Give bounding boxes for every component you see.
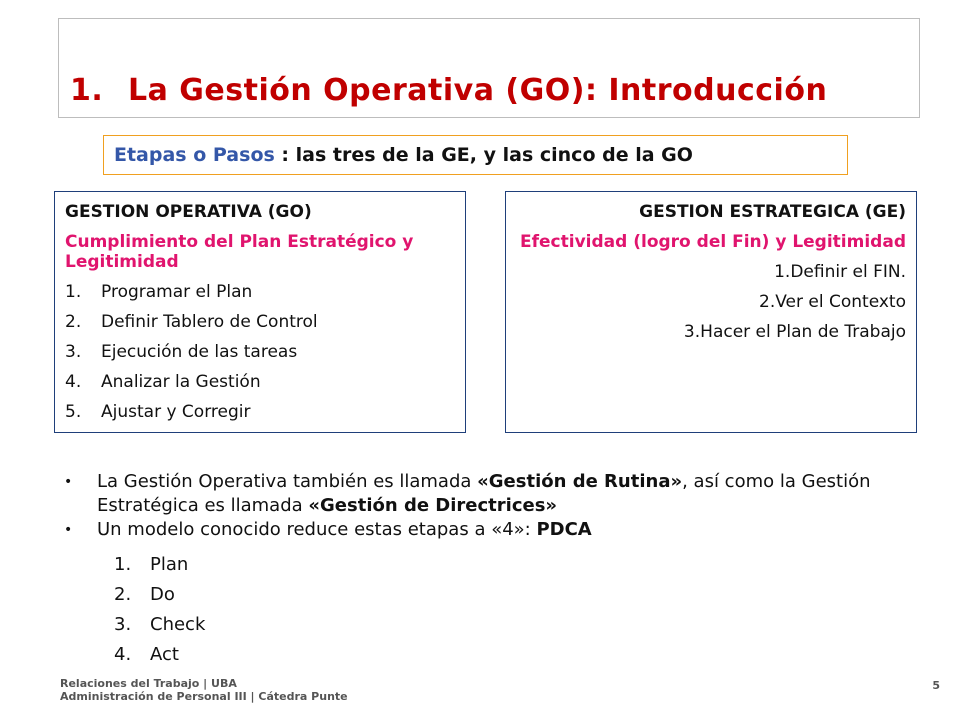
bullet-icon: •: [64, 522, 73, 538]
go-step: 2. Definir Tablero de Control: [65, 312, 318, 332]
subtitle-box: [103, 135, 848, 175]
go-panel-heading: GESTION OPERATIVA (GO): [65, 202, 312, 222]
slide-title-text: La Gestión Operativa (GO): Introducción: [128, 73, 828, 108]
ge-step: 1.Definir el FIN.: [774, 262, 906, 282]
footer-line2: Administración de Personal III | Cátedra Punte: [60, 690, 348, 703]
go-step: 1. Programar el Plan: [65, 282, 253, 302]
pdca-item: 3. Check: [114, 614, 206, 635]
pdca-item: 4. Act: [114, 644, 179, 665]
bullet-icon: •: [64, 474, 73, 490]
ge-panel-subheading: Efectividad (logro del Fin) y Legitimidad: [520, 232, 906, 252]
pdca-item: 1. Plan: [114, 554, 189, 575]
footer: [60, 677, 348, 703]
go-panel: [54, 191, 466, 433]
bullet-list: [64, 470, 924, 542]
slide-title-number: 1.: [70, 73, 104, 108]
go-step: 4. Analizar la Gestión: [65, 372, 261, 392]
ge-panel: [505, 191, 917, 433]
ge-step: 3.Hacer el Plan de Trabajo: [683, 322, 906, 342]
ge-step: 2.Ver el Contexto: [759, 292, 906, 312]
go-step: 5. Ajustar y Corregir: [65, 402, 251, 422]
page-number: 5: [932, 679, 940, 692]
ge-panel-heading: GESTION ESTRATEGICA (GE): [639, 202, 906, 222]
go-panel-subheading: Cumplimiento del Plan Estratégico y Legitimidad: [65, 232, 414, 272]
pdca-list: [114, 550, 205, 670]
pdca-item: 2. Do: [114, 584, 175, 605]
go-step: 3. Ejecución de las tareas: [65, 342, 298, 362]
subtitle-rest: : las tres de la GE, y las cinco de la GO: [274, 144, 693, 166]
subtitle-accent: Etapas o Pasos: [114, 144, 275, 166]
bullet-item: • La Gestión Operativa también es llamada «Gestión de Rutina», así como la Gestión Estratégica es llamada «Gestión de Directrices»: [64, 471, 871, 516]
bullet-item: • Un modelo conocido reduce estas etapas a «4»: PDCA: [64, 519, 592, 540]
slide-title: [70, 73, 828, 108]
footer-line1: Relaciones del Trabajo | UBA: [60, 677, 237, 690]
